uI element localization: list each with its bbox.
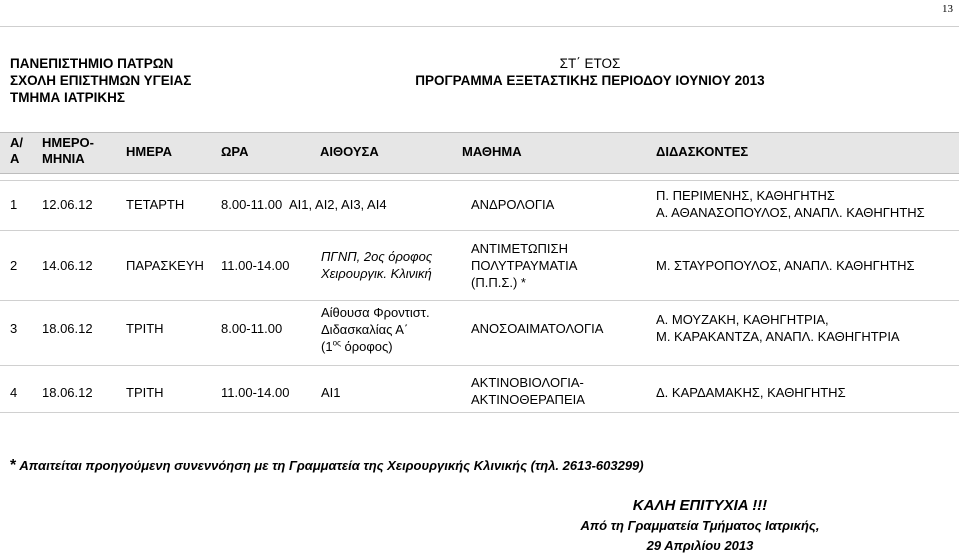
good-luck-message: ΚΑΛΗ ΕΠΙΤΥΧΙΑ !!! (632, 497, 768, 514)
program-title: ΠΡΟΓΡΑΜΜΑ ΕΞΕΤΑΣΤΙΚΗΣ ΠΕΡΙΟΔΟΥ ΙΟΥΝΙΟΥ 2013 (415, 73, 765, 88)
school-name: ΣΧΟΛΗ ΕΠΙΣΤΗΜΩΝ ΥΓΕΙΑΣ (10, 73, 192, 88)
signature-line: Από τη Γραμματεία Τμήματος Ιατρικής, (580, 518, 820, 533)
row-number: 3 (10, 321, 18, 336)
program-heading (380, 55, 800, 89)
row-time: 11.00-14.00 (221, 385, 290, 400)
page-number: 13 (942, 3, 953, 15)
row-teachers: Μ. ΣΤΑΥΡΟΠΟΥΛΟΣ, ΑΝΑΠΛ. ΚΑΘΗΓΗΤΗΣ (656, 258, 915, 273)
row-separator (0, 365, 959, 366)
row-room: ΑΙ1, ΑΙ2, ΑΙ3, ΑΙ4 (289, 197, 387, 212)
row-separator (0, 180, 959, 181)
signature-date: 29 Απριλίου 2013 (646, 538, 754, 553)
footnote-marker: * (10, 457, 17, 474)
department-name: ΤΜΗΜΑ ΙΑΤΡΙΚΗΣ (10, 90, 125, 105)
col-room: ΑΙΘΟΥΣΑ (320, 144, 379, 159)
row-teachers: Π. ΠΕΡΙΜΕΝΗΣ, ΚΑΘΗΓΗΤΗΣ Α. ΑΘΑΝΑΣΟΠΟΥΛΟΣ, ΑΝΑΠΛ. ΚΑΘΗΓΗΤΗΣ (656, 188, 925, 220)
row-date: 18.06.12 (42, 385, 93, 400)
col-teachers: ΔΙΔΑΣΚΟΝΤΕΣ (656, 144, 749, 159)
page-header-bar (0, 0, 959, 27)
institution-block (10, 55, 191, 106)
row-day: ΤΕΤΑΡΤΗ (126, 197, 185, 212)
row-date: 14.06.12 (42, 258, 93, 273)
row-date: 12.06.12 (42, 197, 93, 212)
row-day: ΤΡΙΤΗ (126, 321, 164, 336)
row-room: Αίθουσα Φροντιστ. Διδασκαλίας Α΄ ($1^{o\varsigma}$ όροφος) (321, 305, 430, 354)
row-date: 18.06.12 (42, 321, 93, 336)
row-day: ΤΡΙΤΗ (126, 385, 164, 400)
row-course: ΑΝΔΡΟΛΟΓΙΑ (471, 197, 555, 212)
row-teachers: Α. ΜΟΥΖΑΚΗ, ΚΑΘΗΓΗΤΡΙΑ, Μ. ΚΑΡΑΚΑΝΤΖΑ, ΑΝΑΠΛ. ΚΑΘΗΓΗΤΡΙΑ (656, 312, 900, 344)
row-course: ΑΝΟΣΟΑΙΜΑΤΟΛΟΓΙΑ (471, 321, 604, 336)
row-time: 8.00-11.00 (221, 321, 283, 336)
col-date: ΗΜΕΡΟ- ΜΗΝΙΑ (42, 135, 94, 166)
year-label: ΣΤ΄ ΕΤΟΣ (559, 56, 621, 71)
row-number: 1 (10, 197, 18, 212)
row-room: ΑΙ1 (321, 385, 341, 400)
row-day: ΠΑΡΑΣΚΕΥΗ (126, 258, 204, 273)
row-room: ΠΓΝΠ, 2ος όροφος Χειρουργικ. Κλινική (321, 249, 433, 281)
row-separator (0, 412, 959, 413)
row-separator (0, 300, 959, 301)
university-name: ΠΑΝΕΠΙΣΤΗΜΙΟ ΠΑΤΡΩΝ (10, 56, 174, 71)
row-teachers: Δ. ΚΑΡΔΑΜΑΚΗΣ, ΚΑΘΗΓΗΤΗΣ (656, 385, 846, 400)
col-course: ΜΑΘΗΜΑ (462, 144, 522, 159)
footnote (10, 457, 644, 475)
col-day: ΗΜΕΡΑ (126, 144, 172, 159)
col-time: ΩΡΑ (221, 144, 249, 159)
col-aa: Α/ Α (10, 135, 23, 166)
row-separator (0, 230, 959, 231)
row-time: 8.00-11.00 (221, 197, 283, 212)
row-course: ΑΝΤΙΜΕΤΩΠΙΣΗ ΠΟΛΥΤΡΑΥΜΑΤΙΑ (Π.Π.Σ.) * (471, 241, 578, 290)
row-number: 4 (10, 385, 18, 400)
row-number: 2 (10, 258, 18, 273)
row-course: ΑΚΤΙΝΟΒΙΟΛΟΓΙΑ- ΑΚΤΙΝΟΘΕΡΑΠΕΙΑ (471, 375, 585, 407)
row-time: 11.00-14.00 (221, 258, 290, 273)
footnote-text: Απαιτείται προηγούμενη συνεννόηση με τη Γραμματεία της Χειρουργικής Κλινικής (τηλ. 2613-603299) (19, 458, 644, 473)
